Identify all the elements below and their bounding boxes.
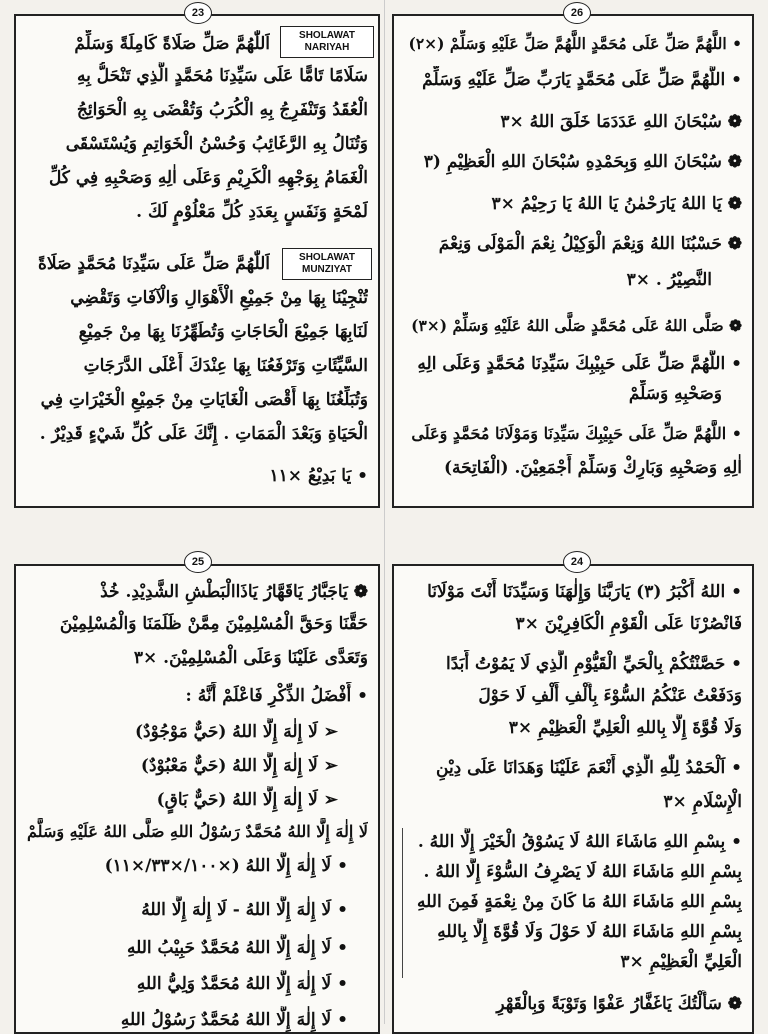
text-line: الْغَمَامُ بِوَجْهِهِ الْكَرِيْمِ وَعَلَى اٰلِهِ وَصَحْبِهِ فِي كُلِّ	[48, 168, 368, 188]
text-line: اٰلِهِ وَصَحْبِهِ وَبَارِكْ وَسَلِّمْ أَجْمَعِيْنَ. (الْفَاتِحَة)	[443, 458, 742, 478]
page-gutter	[384, 0, 385, 1024]
page-26	[392, 14, 754, 508]
page-24	[392, 564, 754, 1034]
page-25	[14, 564, 380, 1034]
text-line: • لَا إِلٰهَ إِلَّا اللهُ (×١٠٠/×٣٣/×١١)	[104, 856, 348, 876]
text-line: حَقَّنَا وَحَقَّ الْمُسْلِمِيْنَ مِمَّنْ ظَلَمَنَا وَالْمُسْلِمِيْنَ	[59, 614, 368, 634]
text-line: بِسْمِ اللهِ مَاشَاءَ اللهُ مَا كَانَ مِنْ نِعْمَةٍ فَمِنَ اللهِ	[417, 892, 742, 912]
text-line: وَتُنَالُ بِهِ الرَّغَائِبُ وَحُسْنُ الْخَوَاتِمِ وَيُسْتَسْقَى	[65, 134, 368, 154]
text-line: بِسْمِ اللهِ مَاشَاءَ اللهُ لَا يَصْرِفُ السُّوْءَ إِلَّا اللهُ .	[423, 862, 742, 882]
text-line: وَدَفَعْتُ عَنْكُمُ السُّوْءَ بِأَلْفِ أَلْفِ لَا حَوْلَ	[478, 686, 742, 706]
text-line: ❁ صَلَّى اللهُ عَلَى مُحَمَّدٍ صَلَّى اللهُ عَلَيْهِ وَسَلِّمْ (×٣)	[411, 316, 742, 335]
page-number-24: 24	[563, 551, 591, 573]
text-line: • حَصَّنْتُكُمْ بِالْحَيِّ الْقَيُّوْمِ الَّذِي لَا يَمُوْتُ أَبَدًا	[446, 654, 742, 674]
text-line: وَتَعَدَّى عَلَيْنَا وَعَلَى الْمُسْلِمِيْنَ. ×٣	[133, 648, 368, 668]
text-line: • لَا إِلٰهَ إِلَّا اللهُ مُحَمَّدٌ وَلِيُّ اللهِ	[136, 974, 348, 994]
text-line: تُنْجِيْنَا بِهَا مِنْ جَمِيْعِ الْأَهْوَالِ وَالْآفَاتِ وَتَقْضِي	[70, 288, 368, 308]
text-line: • أَفْضَلُ الذِّكْرِ فَاعْلَمْ أَنَّهُ :	[185, 686, 368, 706]
text-line: • اللَّهُمَّ صَلِّ عَلَى حَبِيْبِكَ سَيِّدِنَا وَمَوْلَانَا مُحَمَّدٍ وَعَلَى	[411, 424, 742, 443]
page-number-23: 23	[184, 2, 212, 24]
text-line: ❁ سُبْحَانَ اللهِ عَدَدَمَا خَلَقَ اللهُ ×٣	[500, 112, 742, 132]
text-line: ❁ سُبْحَانَ اللهِ وَبِحَمْدِهِ سُبْحَانَ اللهِ الْعَظِيْمِ (٣	[423, 152, 742, 172]
text-line: ➢ لَا إِلٰهَ إِلَّا اللهُ (حَيٌّ مَوْجُوْدٌ)	[134, 722, 338, 742]
page-number-26: 26	[563, 2, 591, 24]
label-sholawat-munziyat: SHOLAWAT MUNZIYAT	[282, 248, 372, 280]
text-line: وَلَا قُوَّةَ إِلَّا بِاللهِ الْعَلِيِّ الْعَظِيْمِ ×٣	[508, 718, 742, 738]
text-line: الْعُقَدُ وَتَنْفَرِجُ بِهِ الْكُرَبُ وَتُقْضَى بِهِ الْحَوَائِجُ	[76, 100, 368, 120]
text-line: السَّيِّئَاتِ وَتَرْفَعُنَا بِهَا عِنْدَكَ أَعْلَى الدَّرَجَاتِ	[83, 356, 368, 376]
text-line: • لَا إِلٰهَ إِلَّا اللهُ مُحَمَّدٌ حَبِيْبُ اللهِ	[126, 938, 348, 958]
text-line: سَلَامًا تَامًّا عَلَى سَيِّدِنَا مُحَمَّدٍ الَّذِي تَنْحَلُّ بِهِ	[77, 66, 368, 86]
text-line: ➢ لَا إِلٰهَ إِلَّا اللهُ (حَيٌّ بَاقٍ)	[156, 790, 338, 810]
text-line: لَا إِلٰهَ إِلَّا اللهُ مُحَمَّدٌ رَسُوْلُ اللهِ صَلَّى اللهُ عَلَيْهِ وَسَلَّمْ	[27, 822, 368, 841]
page-number-25: 25	[184, 551, 212, 573]
label-sholawat-nariyah: SHOLAWAT NARIYAH	[280, 26, 374, 58]
text-line: ❁ حَسْبُنَا اللهُ وَنِعْمَ الْوَكِيْلُ نِعْمَ الْمَوْلَى وَنِعْمَ	[438, 234, 742, 254]
text-line: لَمْحَةٍ وَنَفَسٍ بِعَدَدِ كُلِّ مَعْلُوْمٍ لَكَ .	[136, 202, 368, 222]
text-line: • بِسْمِ اللهِ مَاشَاءَ اللهُ لَا يَسُوْقُ الْخَيْرَ إِلَّا اللهُ .	[417, 832, 742, 852]
text-line: ❁ سَأَلْتُكَ يَاغَفَّارُ عَفْوًا وَتَوْبَةً وَبِالْقَهْرِ	[496, 994, 742, 1014]
text-line: • اَلْحَمْدُ لِلّٰهِ الَّذِي أَنْعَمَ عَلَيْنَا وَهَدَانَا عَلَى دِيْنِ	[436, 758, 742, 778]
text-line: النَّصِيْرُ . ×٣	[626, 270, 712, 290]
text-line: اَللّٰهُمَّ صَلِّ عَلَى سَيِّدِنَا مُحَمَّدٍ صَلَاةً	[37, 254, 270, 274]
text-line: ➢ لَا إِلٰهَ إِلَّا اللهُ (حَيٌّ مَعْبُوْدٌ)	[140, 756, 338, 776]
text-line: فَانْصُرْنَا عَلَى الْقَوْمِ الْكَافِرِيْنَ ×٣	[515, 614, 742, 634]
text-line: • اللَّهُمَّ صَلِّ عَلَى مُحَمَّدٍ يَارَبِّ صَلِّ عَلَيْهِ وَسَلِّمْ	[422, 70, 742, 90]
text-line: • اللهُ أَكْبَرُ (٣) يَارَبَّنَا وَإِلٰهَنَا وَسَيِّدَنَا أَنْتَ مَوْلَانَا	[427, 582, 742, 602]
text-line: ❁ يَا اللهُ يَارَحْمٰنُ يَا اللهُ يَا رَحِيْمُ ×٣	[491, 194, 742, 214]
text-line: • يَا بَدِيْعُ ×١١	[269, 466, 368, 486]
text-line: الْعَلِيِّ الْعَظِيْمِ ×٣	[620, 952, 742, 972]
page-23	[14, 14, 380, 508]
text-line: الْحَيَاةِ وَبَعْدَ الْمَمَاتِ . إِنَّكَ عَلَى كُلِّ شَيْءٍ قَدِيْرٌ .	[39, 424, 368, 444]
text-line: وَتُبَلِّغُنَا بِهَا أَقْصَى الْغَايَاتِ مِنْ جَمِيْعِ الْخَيْرَاتِ فِي	[40, 390, 368, 410]
text-line: بِسْمِ اللهِ مَاشَاءَ اللهُ لَا حَوْلَ وَلَا قُوَّةَ إِلَّا بِاللهِ	[437, 922, 742, 942]
text-line: ❁ يَاجَبَّارُ يَاقَهَّارُ يَاذَاالْبَطْشِ الشَّدِيْدِ. خُذْ	[100, 582, 368, 602]
text-line: الْإِسْلَامِ ×٣	[663, 792, 742, 812]
text-line: لَنَابِهَا جَمِيْعَ الْحَاجَاتِ وَتُطَهِّرُنَا بِهَا مِنْ جَمِيْعِ	[78, 322, 368, 342]
bracket-rule	[402, 828, 403, 978]
text-line: • اللَّهُمَّ صَلِّ عَلَى حَبِيْبِكَ سَيِّدِنَا مُحَمَّدٍ وَعَلَى الِهِ	[417, 354, 742, 374]
text-line: • اللَّهُمَّ صَلِّ عَلَى مُحَمَّدٍ اللَّهُمَّ صَلِّ عَلَيْهِ وَسَلِّمْ (×٢)	[408, 34, 742, 53]
text-line: • لَا إِلٰهَ إِلَّا اللهُ - لَا إِلٰهَ إِلَّا اللهُ	[141, 900, 348, 920]
text-line: • لَا إِلٰهَ إِلَّا اللهُ مُحَمَّدٌ رَسُوْلُ اللهِ	[120, 1010, 348, 1030]
text-line: وَصَحْبِهِ وَسَلِّمْ	[628, 384, 722, 404]
text-line: اَللّٰهُمَّ صَلِّ صَلَاةً كَامِلَةً وَسَلِّمْ	[74, 34, 270, 54]
